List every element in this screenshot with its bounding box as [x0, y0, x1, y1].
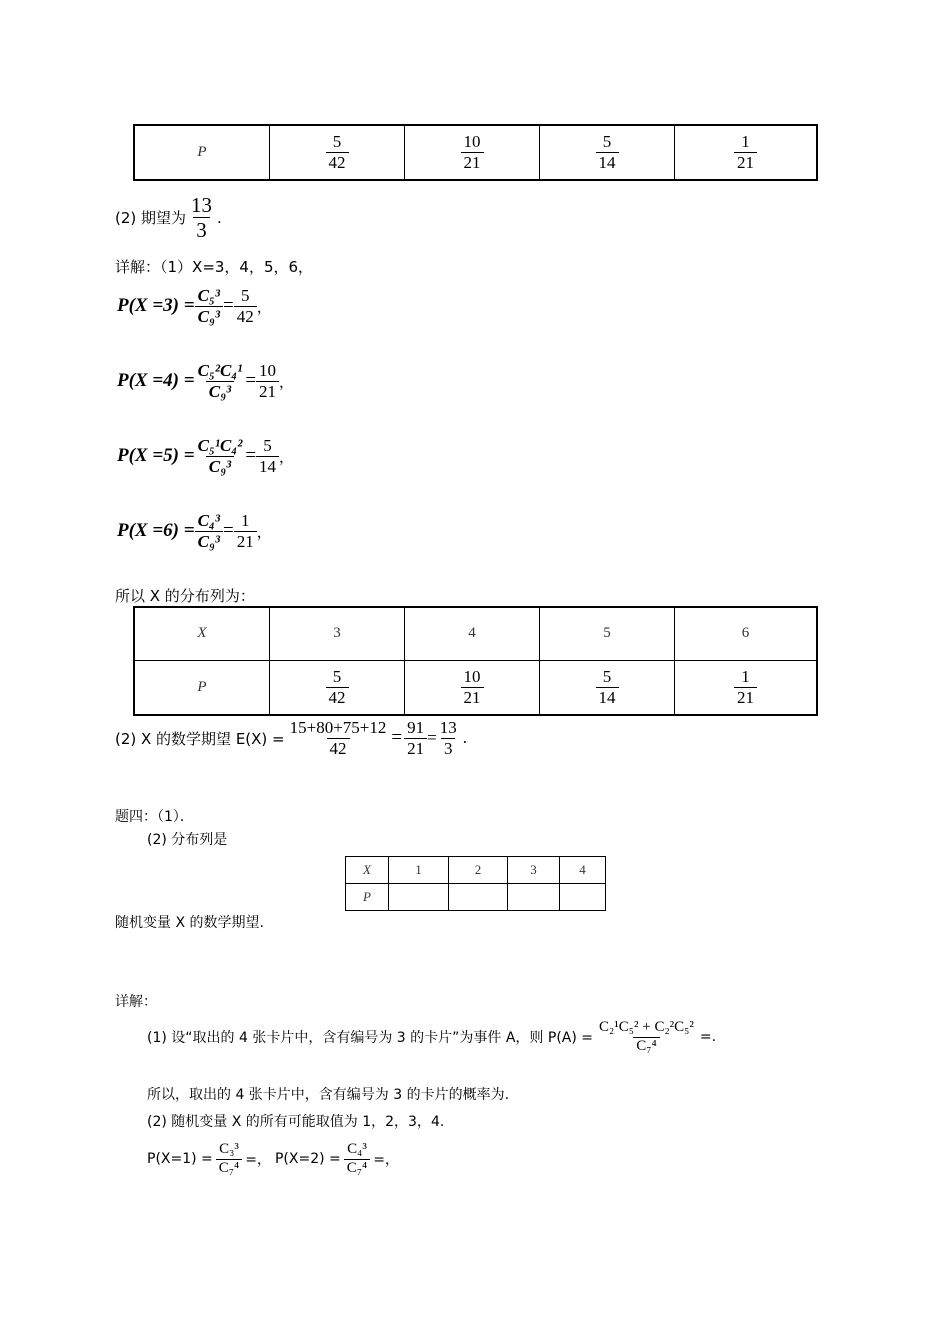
q4-title: 题四：（1）． [115, 809, 194, 825]
q4-tail: 随机变量 X 的数学期望. [115, 915, 264, 931]
prob-cell: $\frac{1}{21}$ [675, 660, 818, 715]
expectation-line: (2) X 的数学期望 E(X) = $\frac{15+80+75+12}{42}$ = $\frac{91}{21}$ = $\frac{13}{3}$ . [115, 718, 467, 758]
prob-line-4: P(X =4) = $\frac{\text{C₅²C₄¹}}{\text{C₉³}}$ = $\frac{10}{21}$ ， [117, 361, 295, 401]
x-value-cell: 3 [270, 607, 405, 660]
prob-cell: $\frac{5}{42}$ [270, 125, 405, 180]
x-value-cell: 6 [675, 607, 818, 660]
x-value-cell: 4 [560, 857, 606, 884]
prob-cell [389, 884, 449, 911]
row-label-p: P [346, 884, 389, 911]
prob-cell: $\frac{1}{21}$ [675, 125, 818, 180]
detail2-heading: 详解： [115, 994, 157, 1010]
distribution-intro: 所以 X 的分布列为： [115, 587, 255, 605]
d2-line1: (1) 设“取出的 4 张卡片中，含有编号为 3 的卡片”为事件 A，则 P(A) = $\frac{\text{C₂¹C₅² + C₂²C₅²}}{\text{C₇⁴}}$ =. [147, 1019, 717, 1054]
x-value-cell: 5 [540, 607, 675, 660]
prob-cell [449, 884, 508, 911]
x-value-cell: 1 [389, 857, 449, 884]
distribution-table-top [133, 124, 818, 181]
x-value-cell: 3 [508, 857, 560, 884]
d2-line3: (2) 随机变量 X 的所有可能取值为 1，2，3，4. [147, 1114, 445, 1130]
row-label-p: P [134, 660, 270, 715]
detail-intro: 详解：（1）X=3，4，5，6， [115, 258, 314, 276]
row-label-x: X [346, 857, 389, 884]
expectation-answer: (2) 期望为 $\frac{13}{3}$ . [115, 193, 222, 243]
q4-sub: (2) 分布列是 [147, 832, 228, 848]
prob-cell: $\frac{5}{42}$ [270, 660, 405, 715]
prob-cell: $\frac{10}{21}$ [405, 660, 540, 715]
prob-cell: $\frac{5}{14}$ [540, 125, 675, 180]
prob-line-6: P(X =6) = $\frac{\text{C₄³}}{\text{C₉³}}$ = $\frac{1}{21}$ ， [117, 511, 272, 551]
x-value-cell: 2 [449, 857, 508, 884]
q4-distribution-table [345, 856, 606, 911]
prob-line-5: P(X =5) = $\frac{\text{C₅¹C₄²}}{\text{C₉³}}$ = $\frac{5}{14}$ ， [117, 436, 295, 476]
d2-line2: 所以，取出的 4 张卡片中，含有编号为 3 的卡片的概率为. [147, 1087, 510, 1103]
row-label-x: X [134, 607, 270, 660]
prob-line-3: P(X =3) = $\frac{\text{C₅³}}{\text{C₉³}}$ = $\frac{5}{42}$ ， [117, 286, 272, 326]
row-label-p: P [134, 125, 270, 180]
x-value-cell: 4 [405, 607, 540, 660]
distribution-table [133, 606, 818, 716]
prob-cell: $\frac{10}{21}$ [405, 125, 540, 180]
prob-cell: $\frac{5}{14}$ [540, 660, 675, 715]
prob-cell [560, 884, 606, 911]
d2-line4: P(X=1) = $\frac{\text{C₃³}}{\text{C₇⁴}}$ =， P(X=2) = $\frac{\text{C₄³}}{\text{C₇⁴}}$ =， [147, 1141, 399, 1176]
prob-cell [508, 884, 560, 911]
